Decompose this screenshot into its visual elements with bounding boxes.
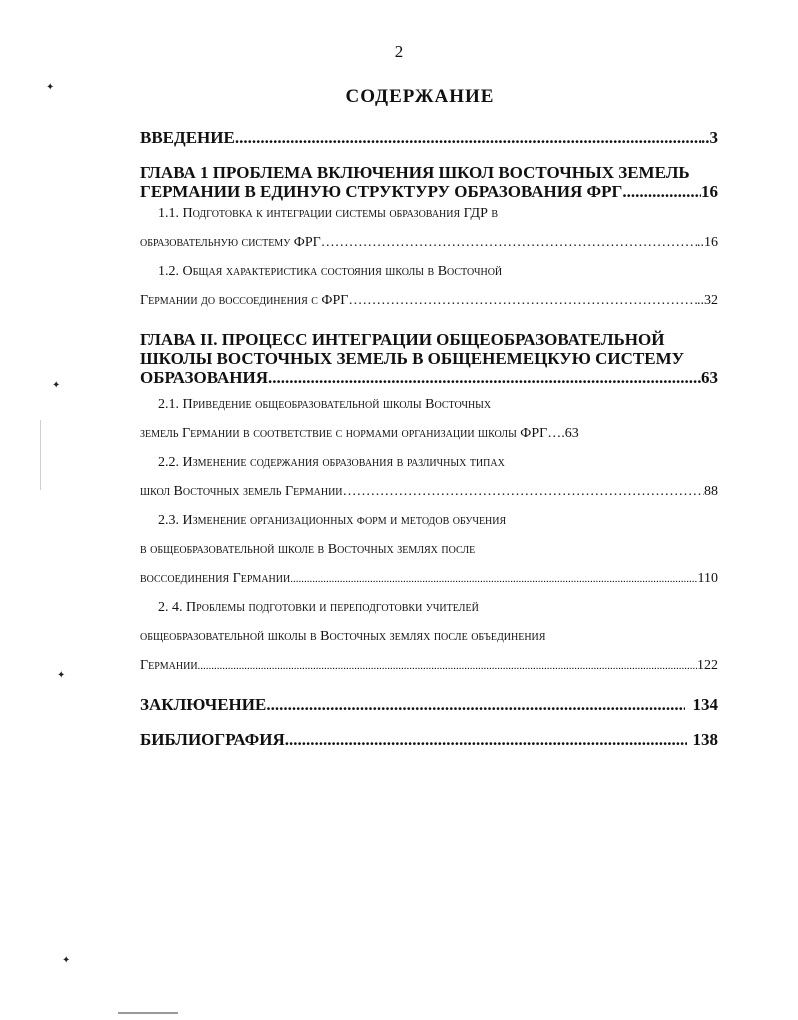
toc-label-line: 2.3. Изменение организационных форм и методов обучения: [158, 513, 507, 528]
scan-speck: ✦: [52, 380, 61, 391]
scan-speck: ✦: [57, 670, 66, 681]
toc-page-number: ..3: [701, 128, 718, 147]
toc-label-line: школ Восточных земель Германии: [140, 484, 343, 499]
toc-page-number: 138: [692, 730, 718, 749]
leader-dots: [268, 368, 701, 387]
toc-page-number: ..32: [697, 293, 718, 308]
toc-page-number: 88: [704, 484, 718, 499]
toc-entry-section-2-4: [140, 600, 718, 674]
toc-page-number: 110: [697, 571, 718, 586]
toc-label-line: ШКОЛЫ ВОСТОЧНЫХ ЗЕМЕЛЬ В ОБЩЕНЕМЕЦКУЮ СИСТЕМУ: [140, 349, 685, 368]
toc-entry-chapter-2: [140, 330, 718, 387]
toc-label-line: в общеобразовательной школе в Восточных землях после: [140, 542, 476, 557]
toc-page-number: 16: [701, 182, 718, 201]
toc-label-line: образовательную систему ФРГ: [140, 235, 321, 250]
scan-speck: ✦: [46, 82, 55, 93]
toc-label: ВВЕДЕНИЕ: [140, 128, 235, 147]
leader-dots: [290, 573, 697, 585]
toc-label-line: земель Германии в соответствие с нормами организации школы ФРГ: [140, 426, 548, 441]
toc-label-line: 2. 4. Проблемы подготовки и переподготовки учителей: [158, 600, 479, 615]
toc-label-line: общеобразовательной школы в Восточных землях после объединения: [140, 629, 546, 644]
toc-entry-chapter-1: [140, 163, 718, 201]
toc-entry-conclusion: [140, 695, 718, 714]
toc-page-number: 122: [697, 658, 718, 673]
leader-dots: [622, 182, 701, 201]
toc-entry-section-2-2: [140, 455, 718, 500]
leader-dots: [235, 128, 701, 147]
toc-label-line: 2.1. Приведение общеобразовательной школы Восточных: [158, 397, 492, 412]
leader-dots: [285, 730, 687, 749]
toc-label-line: 1.1. Подготовка к интеграции системы образования ГДР в: [158, 206, 499, 221]
toc-label-line: ГЕРМАНИИ В ЕДИНУЮ СТРУКТУРУ ОБРАЗОВАНИЯ ФРГ: [140, 182, 623, 201]
page-title: СОДЕРЖАНИЕ: [345, 86, 495, 107]
toc-entry-section-2-3: [140, 513, 718, 587]
toc-label-line: Германии до воссоединения с ФРГ: [140, 293, 349, 308]
page-number: 2: [394, 42, 404, 61]
toc-label: ЗАКЛЮЧЕНИЕ: [140, 695, 267, 714]
toc-label-line: ОБРАЗОВАНИЯ: [140, 368, 268, 387]
leader-dots: [348, 293, 697, 309]
toc-entry-bibliography: [140, 730, 718, 749]
toc-label-line: Германии: [140, 658, 198, 673]
toc-entry-section-1-2: [140, 264, 718, 309]
leader-dots: [266, 695, 684, 714]
scan-speck: ✦: [62, 955, 71, 966]
toc-page-number: ….63: [547, 426, 579, 441]
toc-label-line: воссоединения Германии: [140, 571, 291, 586]
leader-dots: [321, 235, 697, 251]
toc-entry-section-1-1: [140, 206, 718, 251]
toc-entry-introduction: [140, 128, 718, 147]
toc-page-number: 63: [701, 368, 718, 387]
toc-label-line: ГЛАВА II. ПРОЦЕСС ИНТЕГРАЦИИ ОБЩЕОБРАЗОВАТЕЛЬНОЙ: [140, 330, 665, 349]
toc-label-line: 1.2. Общая характеристика состояния школы в Восточной: [158, 264, 503, 279]
scan-streak: [118, 1012, 178, 1014]
toc-label-line: 2.2. Изменение содержания образования в различных типах: [158, 455, 505, 470]
leader-dots: [198, 660, 697, 672]
toc-label: БИБЛИОГРАФИЯ: [140, 730, 285, 749]
toc-page-number: 134: [692, 695, 718, 714]
toc-page-number: ..16: [697, 235, 718, 250]
leader-dots: [343, 484, 704, 500]
toc-label-line: ГЛАВА 1 ПРОБЛЕМА ВКЛЮЧЕНИЯ ШКОЛ ВОСТОЧНЫХ ЗЕМЕЛЬ: [140, 163, 690, 182]
scan-streak: [40, 420, 41, 490]
toc-entry-section-2-1: [140, 397, 718, 442]
